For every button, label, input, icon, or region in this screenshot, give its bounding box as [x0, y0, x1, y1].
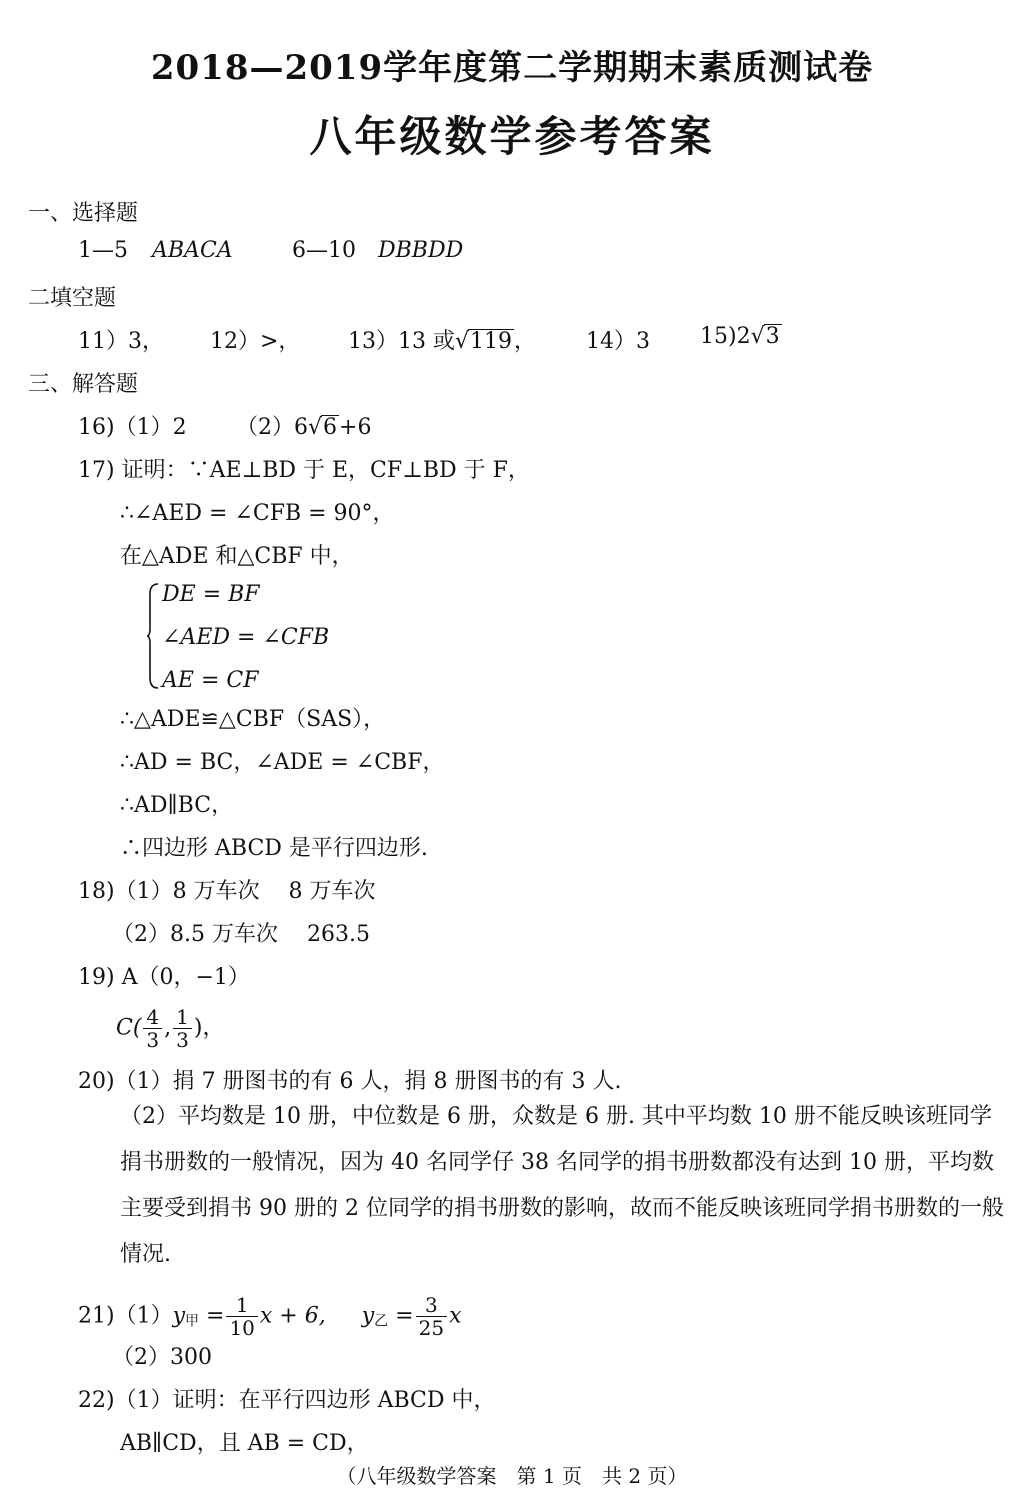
q17-line-4: ∴△ADE≌△CBF（SAS），	[120, 707, 386, 732]
q21-label: 21)（1）	[78, 1303, 173, 1329]
fraction-numerator: 3	[416, 1294, 447, 1317]
q17-line-2: ∴∠AED = ∠CFB = 90°，	[120, 501, 395, 526]
section-choice-heading: 一、选择题	[28, 201, 139, 226]
q21-line-1	[78, 1294, 461, 1339]
choice-row-1-label: 1—5	[78, 238, 128, 263]
q19-c-prefix: C(	[116, 1015, 142, 1041]
q16-part2-suffix: +6	[339, 415, 372, 440]
fraction	[416, 1294, 447, 1339]
fill-answer-11: 11）3，	[78, 329, 164, 354]
q21-line-2: （2）300	[112, 1345, 212, 1370]
q17-condition-1: DE = BF	[162, 582, 260, 607]
q17-condition-3: AE = CF	[162, 668, 259, 693]
q17-line-1: 17) 证明：∵AE⊥BD 于 E，CF⊥BD 于 F，	[78, 458, 530, 483]
choice-row-1-answers: ABACA	[152, 238, 233, 263]
sqrt-sign: √	[750, 324, 765, 349]
q19-c-suffix: )，	[193, 1015, 225, 1041]
brace-icon	[146, 582, 160, 690]
fill-13-radicand: 119	[470, 329, 513, 354]
q22-line-1: 22)（1）证明：在平行四边形 ABCD 中，	[78, 1388, 496, 1413]
q19-point-c	[116, 1006, 224, 1051]
fill-answer-13	[348, 324, 536, 355]
choice-row-2-answers: DBBDD	[378, 238, 464, 263]
fill-answer-12: 12）>，	[210, 329, 301, 354]
fraction	[173, 1006, 192, 1051]
fill-15-radicand: 3	[765, 324, 780, 349]
fraction-denominator: 10	[229, 1316, 255, 1340]
q21-rest2: x	[449, 1303, 462, 1329]
sqrt-sign: √	[308, 415, 323, 440]
page-footer: （八年级数学答案 第 1 页 共 2 页）	[336, 1464, 688, 1488]
section-fill-heading: 二填空题	[28, 286, 117, 311]
q18-line-1: 18)（1）8 万车次 8 万车次	[78, 879, 376, 904]
fill-13-prefix: 13）13 或	[348, 329, 455, 354]
q21-eq2: =	[388, 1303, 414, 1329]
choice-row-2-label: 6—10	[292, 238, 356, 263]
q18-line-2: （2）8.5 万车次 263.5	[112, 922, 370, 947]
q21-y1: y	[172, 1303, 186, 1329]
q20-line-1: 20)（1）捐 7 册图书的有 6 人，捐 8 册图书的有 3 人.	[78, 1069, 622, 1094]
q21-eq1: =	[199, 1303, 225, 1329]
fraction-numerator: 1	[226, 1294, 257, 1317]
fill-answer-15	[700, 324, 782, 349]
q16-radicand: 6	[323, 415, 338, 440]
fraction-denominator: 3	[176, 1028, 189, 1052]
q19-separator: ,	[164, 1015, 172, 1041]
q16-part2	[236, 410, 371, 441]
q21-y2: y	[361, 1303, 375, 1329]
sqrt-sign: √	[454, 329, 470, 354]
page-subtitle: 八年级数学参考答案	[309, 112, 715, 161]
fill-answer-14: 14）3	[586, 329, 650, 354]
q21-rest1: x + 6,	[259, 1303, 326, 1329]
q19-line-1: 19) A（0，−1）	[78, 965, 250, 990]
q21-sub2: 乙	[374, 1313, 389, 1330]
fraction-numerator: 4	[143, 1006, 162, 1029]
q20-paragraph-2: （2）平均数是 10 册，中位数是 6 册，众数是 6 册. 其中平均数 10 册不能反映该班同学捐书册数的一般情况，因为 40 名同学仔 38 名同学的捐书册数都没有达到 10 册，平均数主要受到捐书 90 册的 2 位同学的捐书册数的影响，故而不能反映该班同学捐书册数的一般情况.	[120, 1104, 1004, 1267]
fraction-denominator: 25	[418, 1316, 445, 1340]
fraction-denominator: 3	[146, 1028, 160, 1052]
q16-part1: 16)（1）2	[78, 415, 187, 440]
page-title: 2018—2019学年度第二学期期末素质测试卷	[150, 48, 874, 88]
fraction-numerator: 1	[173, 1006, 192, 1029]
q17-condition-2: ∠AED = ∠CFB	[162, 625, 330, 650]
fraction	[226, 1294, 257, 1339]
q16-part2-prefix: （2）6	[236, 415, 308, 440]
q17-line-3: 在△ADE 和△CBF 中，	[120, 544, 354, 569]
q17-line-5: ∴AD = BC，∠ADE = ∠CBF，	[120, 750, 445, 775]
q17-line-6: ∴AD∥BC，	[120, 793, 234, 818]
q21-sub1: 甲	[185, 1313, 200, 1330]
section-solve-heading: 三、解答题	[28, 372, 139, 397]
q17-line-7: ∴四边形 ABCD 是平行四边形.	[120, 836, 428, 861]
fill-15-prefix: 15)2	[700, 324, 751, 349]
q22-line-2: AB∥CD，且 AB = CD，	[120, 1431, 369, 1456]
fraction	[143, 1006, 162, 1051]
fill-13-suffix: ，	[514, 329, 537, 354]
